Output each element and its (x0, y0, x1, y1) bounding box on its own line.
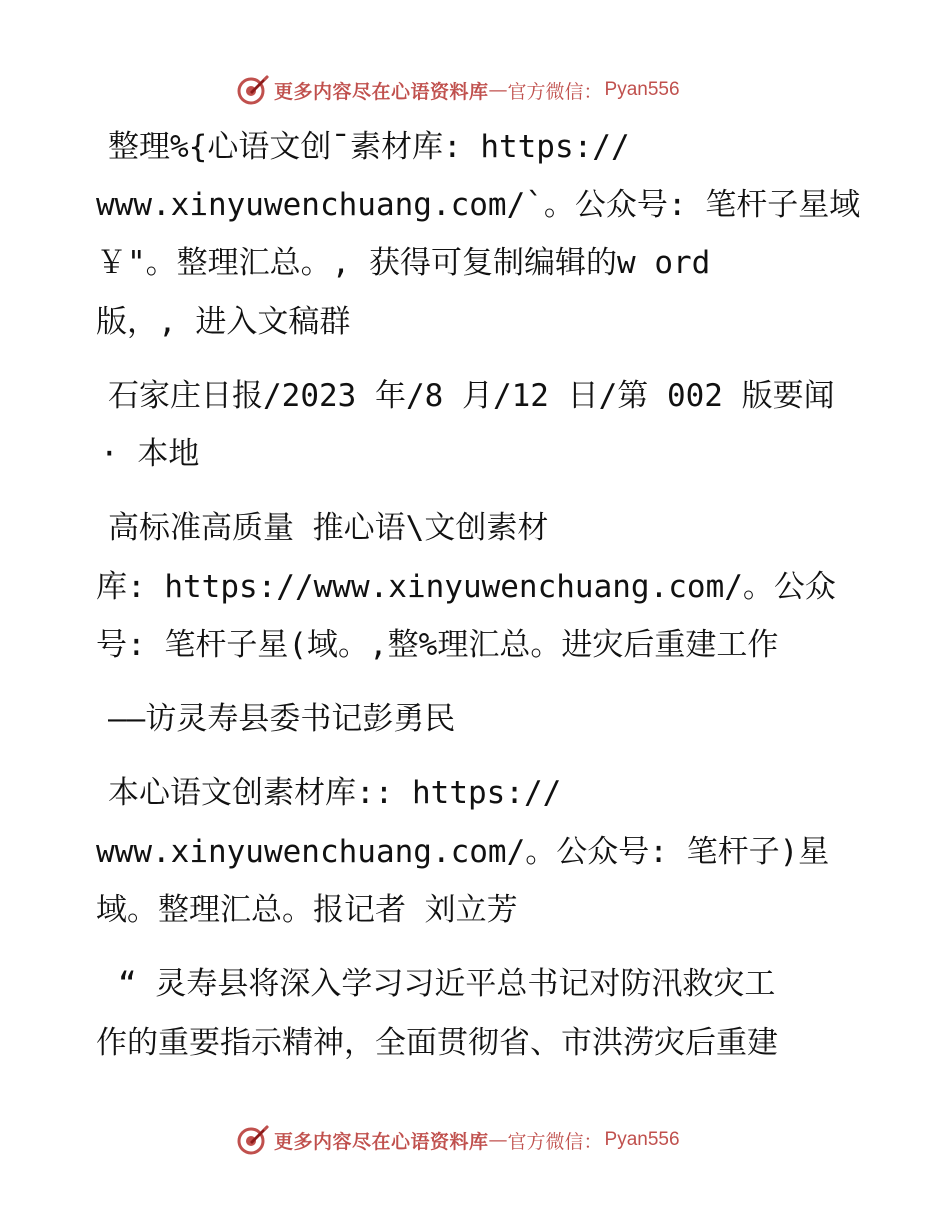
text-line: 号: 笔杆子星(域。,整%理汇总。进灾后重建工作 (96, 627, 779, 663)
banner-title: 更多内容尽在心语资料库 (274, 1130, 489, 1153)
text-line: 版，, 进入文稿群 (96, 304, 351, 340)
footer-banner (0, 1120, 950, 1160)
text-line: 库: https://www.xinyuwenchuang.com/。公众 (96, 569, 836, 605)
banner-wechat-id: Pyan556 (604, 79, 680, 100)
header-banner (0, 70, 950, 110)
text-line: 作的重要指示精神，全面贯彻省、市洪涝灾后重建 (96, 1025, 778, 1061)
banner-dash: — (488, 1129, 508, 1151)
text-line: ——访灵寿县委书记彭勇民 (108, 701, 456, 737)
text-line: “ 灵寿县将深入学习习近平总书记对防汛救灾工 (118, 966, 776, 1002)
text-line: www.xinyuwenchuang.com/`。公众号: 笔杆子星域 (96, 187, 861, 223)
text-line: 本心语文创素材库:: https:// (108, 775, 562, 811)
text-line: www.xinyuwenchuang.com/。公众号: 笔杆子)星 (96, 834, 830, 870)
text-line: 域。整理汇总。报记者 刘立芳 (96, 892, 518, 928)
pen-logo-icon (236, 1123, 270, 1157)
text-line: 高标准高质量 推心语\文创素材 (108, 510, 549, 546)
banner-wechat-label: 官方微信： (507, 1130, 603, 1153)
text-line: · 本地 (100, 436, 200, 472)
text-line: 整理%{心语文创¯素材库: https:// (108, 129, 630, 165)
banner-wechat-id: Pyan556 (604, 1129, 680, 1150)
text-line: 石家庄日报/2023 年/8 月/12 日/第 002 版要闻 (108, 378, 835, 414)
banner-dash: — (488, 79, 508, 101)
banner-wechat-label: 官方微信： (507, 80, 603, 103)
pen-logo-icon (236, 73, 270, 107)
banner-title: 更多内容尽在心语资料库 (274, 80, 489, 103)
text-line: ￥"。整理汇总。, 获得可复制编辑的w ord (96, 245, 711, 281)
